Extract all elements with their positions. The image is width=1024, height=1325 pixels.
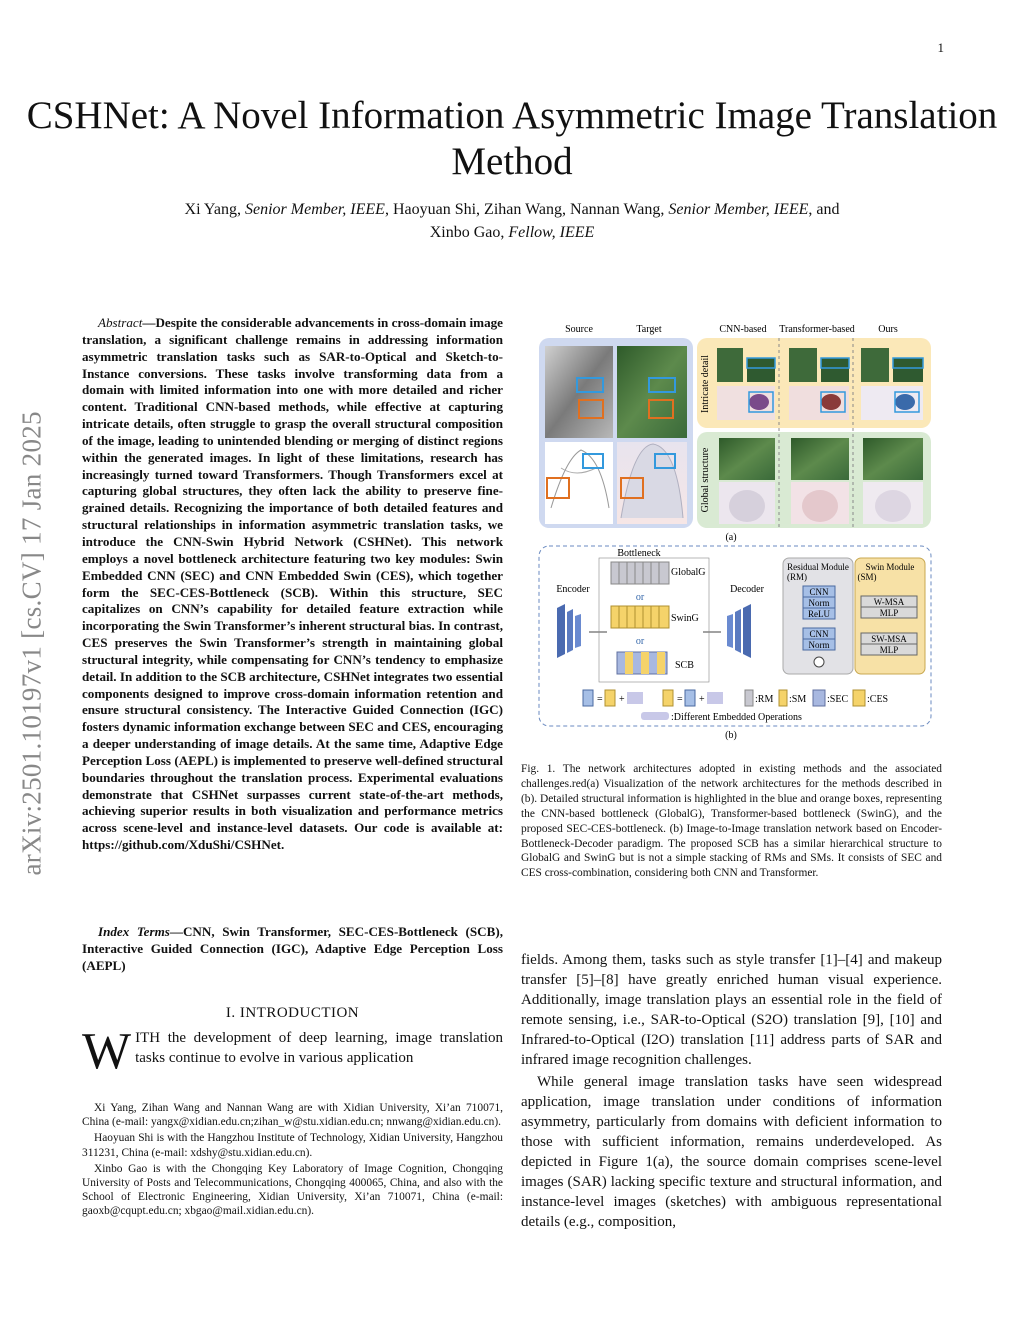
right-column-body: [521, 950, 942, 1234]
swin-module-label: Swin Module: [865, 562, 915, 572]
author-list: [110, 198, 914, 244]
norm-text: Norm: [808, 598, 830, 608]
figure-1: [521, 318, 942, 748]
scb-label: SCB: [675, 660, 694, 671]
drop-cap: W: [82, 1023, 132, 1080]
arxiv-identifier: arXiv:2501.10197v1 [cs.CV] 17 Jan 2025: [16, 411, 47, 876]
col-label-cnn: CNN-based: [719, 324, 767, 335]
globalg-label: GlobalG: [671, 567, 706, 578]
mlp-text: MLP: [879, 608, 899, 618]
encoder-label: Encoder: [556, 584, 590, 595]
abstract: [82, 315, 503, 854]
paragraph: While general image translation tasks have seen widespread application, image translation under conditions of information asymmetry, particularly from domains with deficient information to those with sufficient information, remains underdeveloped. As depicted in Figure 1(a), the source domain comprises scene-level images (SAR) lacking specific texture and structural information, and instance-level images (sketches) with ambiguous representational details (e.g., composition,: [521, 1074, 942, 1230]
col-label-source: Source: [565, 324, 593, 335]
paper-title: CSHNet: A Novel Information Asymmetric Image Translation Method: [26, 94, 998, 183]
legend-plus: +: [699, 694, 705, 705]
legend-equals: =: [677, 694, 683, 705]
author-line-2: Xinbo Gao, Fellow, IEEE: [429, 224, 595, 241]
index-terms: [82, 924, 503, 975]
relu-text: ReLU: [808, 609, 830, 619]
affiliation-footnotes: [82, 1101, 503, 1221]
legend-ops: :Different Embedded Operations: [671, 712, 802, 723]
encoder-block: [557, 604, 581, 658]
legend-equals: =: [597, 694, 603, 705]
author-line-1: Xi Yang, Senior Member, IEEE, Haoyuan Shi, Zihan Wang, Nannan Wang, Senior Member, IEEE, and: [184, 201, 840, 218]
footnote: Xi Yang, Zihan Wang and Nannan Wang are with Xidian University, Xi’an 710071, China (e-mail: yangx@xidian.edu.cn;zihan_w@stu.xidian.edu.cn; nnwang@xidian.edu.cn).: [82, 1102, 503, 1129]
wmsa-text: W-MSA: [873, 597, 905, 607]
or-label: or: [635, 636, 645, 647]
footnote: Haoyuan Shi is with the Hangzhou Institute of Technology, Xidian University, Hangzhou 311231, China (e-mail: xdshy@stu.xidian.edu.cn).: [82, 1132, 503, 1159]
norm-text: Norm: [808, 640, 830, 650]
or-label: or: [635, 592, 645, 603]
globalg-block: [611, 562, 669, 584]
residual-module-label: Residual Module: [787, 562, 849, 572]
legend-rm: :RM: [755, 694, 774, 705]
legend-sm: :SM: [789, 694, 807, 705]
bottleneck-label: Bottleneck: [617, 548, 661, 559]
cnn-text: CNN: [809, 587, 829, 597]
subfigure-b-label: (b): [725, 730, 737, 741]
row-label-structure: Global structure: [700, 447, 711, 513]
subfigure-a-label: (a): [725, 532, 737, 543]
swing-block: [611, 606, 669, 628]
legend-sec: :SEC: [827, 694, 849, 705]
abstract-text: —Despite the considerable advancements in cross-domain image translation, a significant challenge remains in addressing information asymmetric translation tasks such as SAR-to-Optical and Sketch-to-Instance conversions. These tasks involve transforming data from a domain with limited information into one with more detailed and richer content. Traditional CNN-based methods, while effective at capturing intricate details, often struggle to grasp the overall structural composition of the image, leading to unintended blending or merging of distinct regions within the generated images. In light of these limitations, research has increasingly turned toward Transformers. Though Transformers excel at capturing global structures, they often lack the ability to preserve fine-grained details. Recognizing the importance of both detailed features and structural relationships in information asymmetric translation tasks, we introduce the CNN-Swin Hybrid Network (CSHNet). This network employs a novel bottleneck architecture featuring two key modules: Swin Embedded CNN (SEC) and CNN Embedded Swin (CES), which together form the SEC-CES-Bottleneck (SCB). Within this structure, SEC capitalizes on CNN’s capability for detailed feature extraction while incorporating the Swin Transformer’s inherent structural bias. In contrast, CES preserves the Swin Transformer’s strength in maintaining global structural integrity, while compensating for CNN’s tendency to emphasize detail. In addition to the SCB architecture, CSHNet integrates two essential components designed to improve cross-domain information retention and ensure structural consistency. The Interactive Guided Connection (IGC) fosters dynamic information exchange between SEC and CES, encouraging a deeper understanding of image details. At the same time, Adaptive Edge Perception Loss (AEPL) is implemented to preserve well-defined structural boundaries throughout the translation process. Experimental evaluations demonstrate that CSHNet surpasses current state-of-the-art methods, achieving superior results in both visualization and performance metrics across scene-level and instance-level datasets. Our code is available at: https://github.com/XduShi/CSHNet.: [82, 315, 503, 853]
index-terms-label: Index Terms: [98, 924, 170, 939]
legend-row: [583, 690, 888, 723]
decoder-block: [727, 604, 751, 658]
col-label-ours: Ours: [878, 324, 898, 335]
rm-abbrev: (RM): [787, 572, 807, 582]
row-label-detail: Intricate detail: [700, 354, 711, 414]
col-label-transformer: Transformer-based: [779, 324, 855, 335]
index-terms-text: —CNN, Swin Transformer, SEC-CES-Bottleneck (SCB), Interactive Guided Connection (IGC), Adaptive Edge Perception Loss (AEPL): [82, 924, 503, 973]
scb-block: [617, 652, 667, 674]
sm-abbrev: (SM): [857, 572, 877, 582]
legend-plus: +: [619, 694, 625, 705]
add-op-icon: [814, 657, 824, 667]
swmsa-text: SW-MSA: [871, 634, 907, 644]
mlp-text: MLP: [879, 645, 899, 655]
intro-paragraph: WITH the development of deep learning, image translation tasks continue to evolve in various application: [82, 1023, 503, 1080]
decoder-label: Decoder: [730, 584, 764, 595]
swing-label: SwinG: [671, 613, 699, 624]
page-number: 1: [937, 40, 944, 55]
paragraph: fields. Among them, tasks such as style transfer [1]–[4] and makeup transfer [5]–[8] have greatly enriched human visual experience. Additionally, image translation plays an essential role in the field of remote sensing, i.e., SAR-to-Optical (S2O) translation [9], [10] and Infrared-to-Optical (I2O) translation [11] address parts of SAR and infrared image recognition challenges.: [521, 952, 942, 1068]
cnn-text: CNN: [809, 629, 829, 639]
abstract-label: Abstract: [98, 315, 143, 330]
col-label-target: Target: [636, 324, 662, 335]
footnote: Xinbo Gao is with the Chongqing Key Laboratory of Image Cognition, Chongqing University of Posts and Telecommunications, Chongqing 400065, China, and also with the School of Electronic Engineering, Xidian University, Xi’an 710071, China (e-mail: gaoxb@cqupt.edu.cn; xbgao@mail.xidian.edu.cn).: [82, 1162, 503, 1218]
figure-caption: Fig. 1. The network architectures adopted in existing methods and the associated challenges.red(a) Visualization of the network architectures for the methods described in (b). Detailed structural information is highlighted in the blue and orange boxes, representing the CNN-based bottleneck (GlobalG), Transformer-based bottleneck (SwinG), and the proposed SEC-CES-bottleneck. (b) Image-to-Image translation network based on Encoder-Bottleneck-Decoder paradigm. The proposed SCB has a similar hierarchical structure to GlobalG and SwinG but is not a simple stacking of RMs and SMs. It consists of SEC and CES cross-combination, considering both CNN and Transformer.: [521, 763, 942, 880]
section-heading: I. INTRODUCTION: [225, 1005, 360, 1021]
legend-ces: :CES: [867, 694, 889, 705]
